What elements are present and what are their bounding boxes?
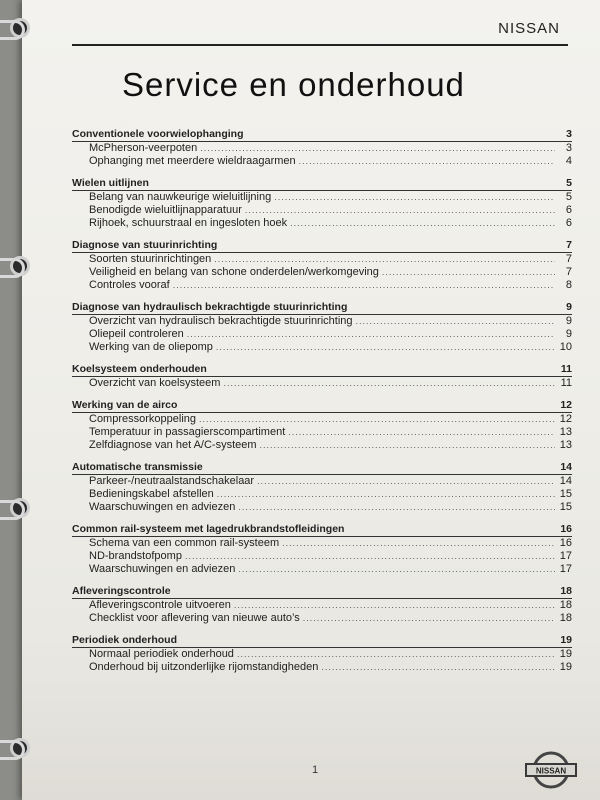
leader-dots	[290, 217, 555, 230]
toc-heading-page: 16	[560, 523, 572, 535]
leader-dots	[382, 266, 555, 279]
toc-entry-label: Soorten stuurinrichtingen	[89, 253, 212, 265]
toc-heading-page: 18	[560, 585, 572, 597]
toc-section	[72, 634, 572, 674]
toc-entry-label: Normaal periodiek onderhoud	[89, 648, 234, 660]
toc-heading	[72, 523, 572, 537]
toc-heading-page: 12	[560, 399, 572, 411]
toc-entry-page: 3	[565, 142, 572, 154]
toc-heading	[72, 177, 572, 191]
toc-entry-page: 12	[559, 413, 572, 425]
toc-entry	[72, 550, 572, 563]
toc-section	[72, 363, 572, 390]
toc-entry-page: 16	[559, 537, 572, 549]
toc-heading-label: Diagnose van hydraulisch bekrachtigde stuurinrichting	[72, 301, 348, 313]
toc-entry-label: Checklist voor aflevering van nieuwe auto’s	[89, 612, 300, 624]
toc-entry-page: 11	[560, 377, 572, 389]
toc-entry-page: 19	[559, 661, 572, 673]
leader-dots	[274, 191, 555, 204]
toc-heading-page: 7	[566, 239, 572, 251]
toc-section	[72, 399, 572, 452]
toc-entry-label: Overzicht van hydraulisch bekrachtigde stuurinrichting	[89, 315, 353, 327]
toc-entry-page: 18	[559, 612, 572, 624]
toc-entry	[72, 142, 572, 155]
leader-dots	[214, 253, 555, 266]
toc-heading-page: 14	[560, 461, 572, 473]
toc-entry-label: McPherson-veerpoten	[89, 142, 198, 154]
page-title: Service en onderhoud	[122, 66, 465, 103]
toc-entry	[72, 661, 572, 674]
toc-entry-label: Overzicht van koelsysteem	[89, 377, 221, 389]
nissan-logo	[524, 750, 578, 790]
toc-heading-page: 3	[566, 128, 572, 140]
toc-entry-page: 6	[565, 204, 572, 216]
toc-entry	[72, 204, 572, 217]
toc-entry	[72, 217, 572, 230]
table-of-contents	[72, 128, 572, 683]
leader-dots	[299, 155, 555, 168]
leader-dots	[282, 537, 555, 550]
toc-entry-page: 7	[565, 266, 572, 278]
toc-section	[72, 239, 572, 292]
leader-dots	[260, 439, 555, 452]
toc-heading-label: Afleveringscontrole	[72, 585, 171, 597]
toc-heading-label: Wielen uitlijnen	[72, 177, 149, 189]
toc-entry	[72, 253, 572, 266]
toc-entry-page: 9	[565, 315, 572, 327]
toc-entry-page: 8	[565, 279, 572, 291]
toc-entry-label: Controles vooraf	[89, 279, 170, 291]
header-rule	[72, 44, 568, 46]
toc-section	[72, 461, 572, 514]
toc-heading	[72, 634, 572, 648]
toc-entry-page: 4	[565, 155, 572, 167]
leader-dots	[216, 341, 555, 354]
document-page	[22, 0, 600, 800]
leader-dots	[173, 279, 555, 292]
toc-entry-label: Waarschuwingen en adviezen	[89, 501, 236, 513]
toc-heading-label: Common rail-systeem met lagedrukbrandstofleidingen	[72, 523, 345, 535]
toc-entry-page: 17	[559, 563, 572, 575]
svg-text:NISSAN: NISSAN	[535, 766, 567, 776]
page-number: 1	[312, 764, 319, 776]
leader-dots	[303, 612, 555, 625]
toc-section	[72, 585, 572, 625]
toc-entry	[72, 426, 572, 439]
toc-entry-label: Compressorkoppeling	[89, 413, 196, 425]
toc-heading-label: Werking van de airco	[72, 399, 178, 411]
toc-entry	[72, 377, 572, 390]
leader-dots	[200, 142, 555, 155]
leader-dots	[238, 501, 555, 514]
toc-entry	[72, 439, 572, 452]
toc-entry-label: Zelfdiagnose van het A/C-systeem	[89, 439, 257, 451]
leader-dots	[223, 377, 555, 390]
toc-entry-label: Afleveringscontrole uitvoeren	[89, 599, 231, 611]
leader-dots	[257, 475, 555, 488]
toc-entry-page: 9	[565, 328, 572, 340]
leader-dots	[217, 488, 555, 501]
binder-ring	[0, 740, 25, 760]
toc-heading-label: Diagnose van stuurinrichting	[72, 239, 218, 251]
binder-ring	[0, 20, 25, 40]
toc-entry-page: 19	[559, 648, 572, 660]
toc-heading-page: 19	[560, 634, 572, 646]
toc-entry-page: 18	[559, 599, 572, 611]
leader-dots	[237, 648, 555, 661]
toc-entry	[72, 599, 572, 612]
leader-dots	[238, 563, 555, 576]
binder-ring	[0, 500, 25, 520]
toc-entry-label: Onderhoud bij uitzonderlijke rijomstandigheden	[89, 661, 319, 673]
toc-heading	[72, 461, 572, 475]
toc-entry-label: ND-brandstofpomp	[89, 550, 182, 562]
toc-entry	[72, 413, 572, 426]
toc-entry	[72, 612, 572, 625]
toc-entry	[72, 501, 572, 514]
toc-entry-page: 14	[559, 475, 572, 487]
leader-dots	[234, 599, 555, 612]
toc-entry	[72, 488, 572, 501]
toc-entry	[72, 563, 572, 576]
toc-heading-label: Conventionele voorwielophanging	[72, 128, 244, 140]
toc-entry-label: Ophanging met meerdere wieldraagarmen	[89, 155, 296, 167]
toc-heading	[72, 399, 572, 413]
toc-heading-label: Automatische transmissie	[72, 461, 203, 473]
toc-entry-page: 17	[559, 550, 572, 562]
binder-ring	[0, 258, 25, 278]
leader-dots	[199, 413, 555, 426]
toc-heading	[72, 301, 572, 315]
toc-entry-page: 7	[565, 253, 572, 265]
toc-entry	[72, 266, 572, 279]
toc-entry-label: Benodigde wieluitlijnapparatuur	[89, 204, 242, 216]
toc-entry	[72, 648, 572, 661]
brand-name: NISSAN	[498, 20, 560, 37]
toc-section	[72, 523, 572, 576]
toc-entry-page: 6	[565, 217, 572, 229]
toc-entry-page: 5	[565, 191, 572, 203]
leader-dots	[288, 426, 555, 439]
toc-entry	[72, 315, 572, 328]
toc-heading-page: 5	[566, 177, 572, 189]
toc-heading-page: 9	[566, 301, 572, 313]
toc-entry-page: 15	[559, 501, 572, 513]
toc-heading	[72, 585, 572, 599]
toc-entry	[72, 155, 572, 168]
toc-entry-label: Schema van een common rail-systeem	[89, 537, 280, 549]
toc-entry-label: Waarschuwingen en adviezen	[89, 563, 236, 575]
toc-heading	[72, 239, 572, 253]
toc-entry-page: 13	[559, 426, 572, 438]
toc-section	[72, 177, 572, 230]
toc-entry-label: Rijhoek, schuurstraal en ingesloten hoek	[89, 217, 288, 229]
toc-heading-page: 11	[560, 363, 572, 375]
toc-section	[72, 128, 572, 168]
toc-section	[72, 301, 572, 354]
toc-entry-label: Oliepeil controleren	[89, 328, 184, 340]
leader-dots	[187, 328, 555, 341]
toc-entry-label: Bedieningskabel afstellen	[89, 488, 214, 500]
toc-entry-label: Werking van de oliepomp	[89, 341, 213, 353]
toc-entry-label: Veiligheid en belang van schone onderdelen/werkomgeving	[89, 266, 379, 278]
leader-dots	[245, 204, 555, 217]
leader-dots	[356, 315, 555, 328]
toc-entry-label: Parkeer-/neutraalstandschakelaar	[89, 475, 255, 487]
toc-heading	[72, 363, 572, 377]
toc-heading	[72, 128, 572, 142]
toc-entry-label: Temperatuur in passagierscompartiment	[89, 426, 286, 438]
toc-entry	[72, 191, 572, 204]
toc-entry	[72, 341, 572, 354]
toc-entry-page: 15	[559, 488, 572, 500]
leader-dots	[185, 550, 555, 563]
toc-entry-page: 13	[559, 439, 572, 451]
toc-entry	[72, 279, 572, 292]
leader-dots	[321, 661, 555, 674]
toc-entry	[72, 328, 572, 341]
toc-heading-label: Periodiek onderhoud	[72, 634, 178, 646]
toc-heading-label: Koelsysteem onderhouden	[72, 363, 207, 375]
toc-entry-label: Belang van nauwkeurige wieluitlijning	[89, 191, 272, 203]
toc-entry	[72, 537, 572, 550]
toc-entry-page: 10	[559, 341, 572, 353]
toc-entry	[72, 475, 572, 488]
